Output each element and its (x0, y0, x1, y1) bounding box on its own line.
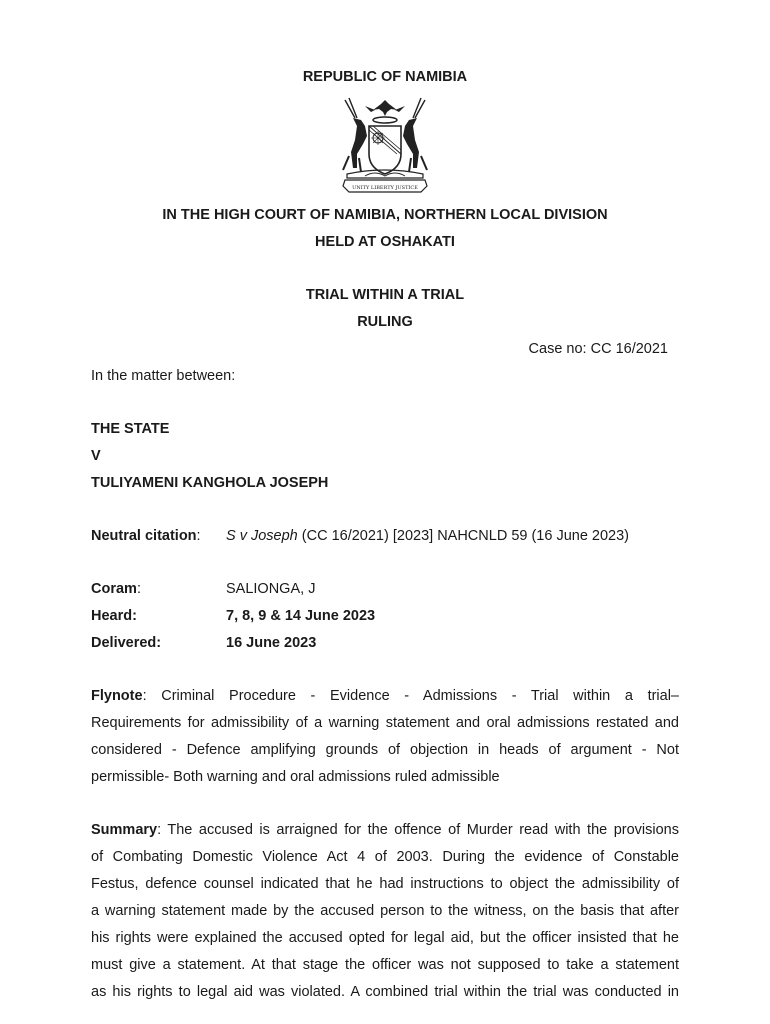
party-accused: TULIYAMENI KANGHOLA JOSEPH (91, 475, 329, 491)
flynote-line-text: : Criminal Procedure - Evidence - Admissions - Trial within a trial– (142, 688, 679, 704)
neutral-citation-label (91, 528, 201, 544)
country-heading: REPUBLIC OF NAMIBIA (302, 69, 468, 85)
summary-label: Summary (91, 822, 158, 838)
svg-text:UNITY LIBERTY JUSTICE: UNITY LIBERTY JUSTICE (352, 185, 418, 191)
document-subtype-heading: RULING (357, 314, 413, 330)
case-number: Case no: CC 16/2021 (528, 341, 668, 357)
court-heading: IN THE HIGH COURT OF NAMIBIA, NORTHERN LOCAL DIVISION (162, 207, 608, 223)
flynote-line: Requirements for admissibility of a warning statement and oral admissions restated and (91, 715, 679, 731)
summary-paragraph (91, 817, 679, 1006)
summary-line: Festus, defence counsel indicated that he had instructions to object the admissibility of (91, 876, 679, 892)
heard-value: 7, 8, 9 & 14 June 2023 (226, 608, 376, 624)
flynote-line: considered - Defence amplifying grounds of objection in heads of argument - Not (91, 742, 679, 758)
neutral-citation-colon: : (196, 528, 201, 544)
document-type-heading: TRIAL WITHIN A TRIAL (305, 287, 465, 303)
summary-line: must give a statement. At that stage the officer was not supposed to take a statement (91, 957, 679, 973)
neutral-citation-value (226, 528, 629, 544)
flynote-line (91, 683, 679, 710)
held-at-heading: HELD AT OSHAKATI (315, 234, 455, 250)
heard-label: Heard: (91, 608, 137, 624)
flynote-line: permissible- Both warning and oral admissions ruled admissible (91, 769, 500, 785)
neutral-citation-label-text: Neutral citation (91, 528, 197, 544)
citation-reference: (CC 16/2021) [2023] NAHCNLD 59 (16 June 2023) (297, 528, 630, 544)
matter-intro: In the matter between: (91, 368, 236, 384)
coram-value: SALIONGA, J (226, 581, 316, 597)
coram-label (91, 581, 141, 597)
coram-colon: : (136, 581, 141, 597)
coram-label-text: Coram (91, 581, 137, 597)
namibia-coat-of-arms-icon (335, 96, 435, 194)
versus-label: V (91, 448, 101, 464)
summary-line: a warning statement made by the accused person to the witness, on the basis that after (91, 903, 679, 919)
summary-line-text: : The accused is arraigned for the offence of Murder read with the provisions (157, 822, 679, 838)
delivered-label: Delivered: (91, 635, 162, 651)
party-state: THE STATE (91, 421, 170, 437)
citation-case-name: S v Joseph (226, 528, 298, 544)
delivered-value: 16 June 2023 (226, 635, 317, 651)
flynote-paragraph (91, 683, 679, 791)
summary-line: as his rights to legal aid was violated. A combined trial within the trial was conducted in (91, 984, 679, 1000)
summary-line: of Combating Domestic Violence Act 4 of 2003. During the evidence of Constable (91, 849, 679, 865)
summary-line (91, 817, 679, 844)
flynote-label: Flynote (91, 688, 143, 704)
summary-line: his rights were explained the accused opted for legal aid, but the officer insisted that he (91, 930, 679, 946)
